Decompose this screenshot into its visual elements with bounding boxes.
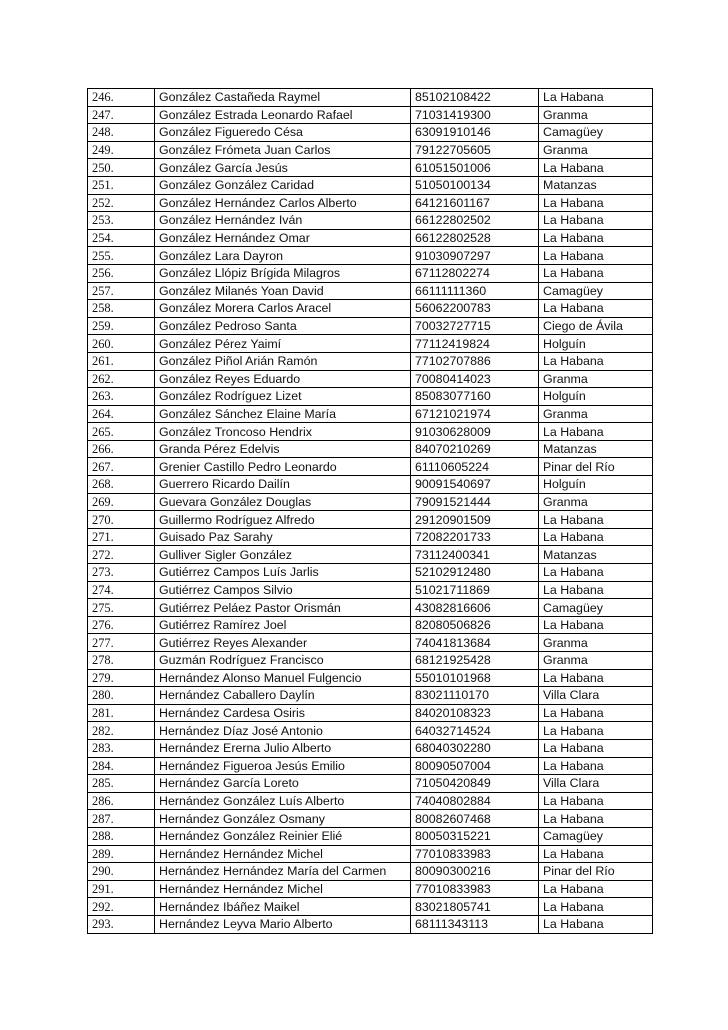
person-name-cell: Hernández Cardesa Osiris [155, 704, 411, 722]
table-row [88, 440, 653, 458]
row-number-cell: 272. [88, 546, 155, 564]
row-number-cell: 292. [88, 898, 155, 916]
table-row [88, 229, 653, 247]
id-number-cell: 77112419824 [411, 335, 539, 353]
id-number-cell: 70080414023 [411, 370, 539, 388]
row-number-cell: 254. [88, 229, 155, 247]
province-cell: Holguín [539, 335, 653, 353]
table-row [88, 458, 653, 476]
id-number-cell: 70032727715 [411, 317, 539, 335]
province-cell: La Habana [539, 915, 653, 933]
province-cell: Villa Clara [539, 775, 653, 793]
province-cell: Granma [539, 106, 653, 124]
person-name-cell: Hernández Figueroa Jesús Emilio [155, 757, 411, 775]
row-number-cell: 255. [88, 247, 155, 265]
person-name-cell: Grenier Castillo Pedro Leonardo [155, 458, 411, 476]
province-cell: La Habana [539, 845, 653, 863]
row-number-cell: 276. [88, 616, 155, 634]
province-cell: Camagüey [539, 599, 653, 617]
table-row [88, 176, 653, 194]
province-cell: La Habana [539, 159, 653, 177]
table-row [88, 564, 653, 582]
row-number-cell: 289. [88, 845, 155, 863]
province-cell: La Habana [539, 880, 653, 898]
id-number-cell: 80090300216 [411, 863, 539, 881]
row-number-cell: 271. [88, 528, 155, 546]
province-cell: La Habana [539, 898, 653, 916]
person-name-cell: González Reyes Eduardo [155, 370, 411, 388]
row-number-cell: 279. [88, 669, 155, 687]
province-cell: Matanzas [539, 440, 653, 458]
province-cell: Pinar del Río [539, 458, 653, 476]
person-name-cell: Hernández Caballero Daylín [155, 687, 411, 705]
person-name-cell: Guevara González Douglas [155, 493, 411, 511]
id-number-cell: 61110605224 [411, 458, 539, 476]
person-name-cell: González Llópiz Brígida Milagros [155, 264, 411, 282]
province-cell: Matanzas [539, 176, 653, 194]
person-name-cell: González Hernández Carlos Alberto [155, 194, 411, 212]
person-name-cell: Guisado Paz Sarahy [155, 528, 411, 546]
table-row [88, 89, 653, 107]
row-number-cell: 281. [88, 704, 155, 722]
table-row [88, 124, 653, 142]
row-number-cell: 290. [88, 863, 155, 881]
person-name-cell: González Pedroso Santa [155, 317, 411, 335]
table-row [88, 775, 653, 793]
row-number-cell: 248. [88, 124, 155, 142]
id-number-cell: 63091910146 [411, 124, 539, 142]
id-number-cell: 91030628009 [411, 423, 539, 441]
table-row [88, 194, 653, 212]
person-name-cell: Hernández González Osmany [155, 810, 411, 828]
table-row [88, 493, 653, 511]
person-name-cell: Gutiérrez Peláez Pastor Orismán [155, 599, 411, 617]
table-row [88, 528, 653, 546]
row-number-cell: 277. [88, 634, 155, 652]
person-name-cell: González Troncoso Hendrix [155, 423, 411, 441]
province-cell: La Habana [539, 669, 653, 687]
province-cell: Camagüey [539, 827, 653, 845]
row-number-cell: 261. [88, 352, 155, 370]
table-row [88, 827, 653, 845]
id-number-cell: 84070210269 [411, 440, 539, 458]
table-row [88, 704, 653, 722]
table-row [88, 300, 653, 318]
id-number-cell: 77010833983 [411, 845, 539, 863]
id-number-cell: 90091540697 [411, 476, 539, 494]
person-name-cell: González Milanés Yoan David [155, 282, 411, 300]
row-number-cell: 263. [88, 388, 155, 406]
province-cell: Matanzas [539, 546, 653, 564]
row-number-cell: 256. [88, 264, 155, 282]
person-name-cell: González Estrada Leonardo Rafael [155, 106, 411, 124]
person-name-cell: Hernández Hernández Michel [155, 880, 411, 898]
id-number-cell: 64121601167 [411, 194, 539, 212]
table-row [88, 722, 653, 740]
row-number-cell: 264. [88, 405, 155, 423]
table-row [88, 141, 653, 159]
person-name-cell: González Piñol Arián Ramón [155, 352, 411, 370]
province-cell: Granma [539, 405, 653, 423]
province-cell: Holguín [539, 388, 653, 406]
person-name-cell: González Morera Carlos Aracel [155, 300, 411, 318]
person-name-cell: Granda Pérez Edelvis [155, 440, 411, 458]
person-name-cell: Hernández Díaz José Antonio [155, 722, 411, 740]
person-name-cell: Hernández Alonso Manuel Fulgencio [155, 669, 411, 687]
province-cell: Granma [539, 370, 653, 388]
id-number-cell: 74041813684 [411, 634, 539, 652]
table-row [88, 616, 653, 634]
person-name-cell: Gulliver Sigler González [155, 546, 411, 564]
person-name-cell: Hernández Hernández Michel [155, 845, 411, 863]
table-row [88, 880, 653, 898]
province-cell: La Habana [539, 792, 653, 810]
table-row [88, 335, 653, 353]
province-cell: La Habana [539, 89, 653, 107]
province-cell: La Habana [539, 423, 653, 441]
id-number-cell: 71050420849 [411, 775, 539, 793]
person-name-cell: Gutiérrez Campos Luís Jarlis [155, 564, 411, 582]
row-number-cell: 285. [88, 775, 155, 793]
row-number-cell: 282. [88, 722, 155, 740]
table-row [88, 511, 653, 529]
row-number-cell: 291. [88, 880, 155, 898]
table-row [88, 669, 653, 687]
row-number-cell: 293. [88, 915, 155, 933]
table-row [88, 212, 653, 230]
row-number-cell: 274. [88, 581, 155, 599]
province-cell: Villa Clara [539, 687, 653, 705]
person-name-cell: González Pérez Yaimí [155, 335, 411, 353]
table-row [88, 863, 653, 881]
table-row [88, 264, 653, 282]
id-number-cell: 84020108323 [411, 704, 539, 722]
table-row [88, 915, 653, 933]
table-row [88, 388, 653, 406]
id-number-cell: 66122802528 [411, 229, 539, 247]
row-number-cell: 267. [88, 458, 155, 476]
person-name-cell: González Lara Dayron [155, 247, 411, 265]
table-row [88, 370, 653, 388]
row-number-cell: 287. [88, 810, 155, 828]
id-number-cell: 67121021974 [411, 405, 539, 423]
person-name-cell: Gutiérrez Campos Silvio [155, 581, 411, 599]
table-row [88, 739, 653, 757]
person-name-cell: Guerrero Ricardo Dailín [155, 476, 411, 494]
row-number-cell: 270. [88, 511, 155, 529]
province-cell: La Habana [539, 528, 653, 546]
id-number-cell: 80050315221 [411, 827, 539, 845]
row-number-cell: 260. [88, 335, 155, 353]
row-number-cell: 251. [88, 176, 155, 194]
table-row [88, 352, 653, 370]
row-number-cell: 288. [88, 827, 155, 845]
id-number-cell: 79122705605 [411, 141, 539, 159]
table-row [88, 810, 653, 828]
row-number-cell: 257. [88, 282, 155, 300]
id-number-cell: 67112802274 [411, 264, 539, 282]
person-name-cell: Gutiérrez Reyes Alexander [155, 634, 411, 652]
province-cell: La Habana [539, 739, 653, 757]
id-number-cell: 51050100134 [411, 176, 539, 194]
table-row [88, 599, 653, 617]
table-row [88, 476, 653, 494]
province-cell: La Habana [539, 247, 653, 265]
row-number-cell: 258. [88, 300, 155, 318]
table-row [88, 282, 653, 300]
province-cell: La Habana [539, 264, 653, 282]
person-name-cell: Hernández González Luís Alberto [155, 792, 411, 810]
person-name-cell: González González Caridad [155, 176, 411, 194]
province-cell: La Habana [539, 511, 653, 529]
id-number-cell: 85083077160 [411, 388, 539, 406]
province-cell: Camagüey [539, 282, 653, 300]
row-number-cell: 252. [88, 194, 155, 212]
table-row [88, 792, 653, 810]
province-cell: La Habana [539, 212, 653, 230]
person-name-cell: Guillermo Rodríguez Alfredo [155, 511, 411, 529]
id-number-cell: 77010833983 [411, 880, 539, 898]
id-number-cell: 56062200783 [411, 300, 539, 318]
person-name-cell: González Figueredo Césa [155, 124, 411, 142]
table-row [88, 634, 653, 652]
province-cell: La Habana [539, 194, 653, 212]
province-cell: Granma [539, 141, 653, 159]
row-number-cell: 286. [88, 792, 155, 810]
id-number-cell: 77102707886 [411, 352, 539, 370]
table-row [88, 652, 653, 670]
province-cell: Granma [539, 634, 653, 652]
person-name-cell: González García Jesús [155, 159, 411, 177]
row-number-cell: 284. [88, 757, 155, 775]
id-number-cell: 52102912480 [411, 564, 539, 582]
row-number-cell: 266. [88, 440, 155, 458]
table-row [88, 247, 653, 265]
person-name-cell: Gutiérrez Ramírez Joel [155, 616, 411, 634]
id-number-cell: 74040802884 [411, 792, 539, 810]
id-number-cell: 83021805741 [411, 898, 539, 916]
table-row [88, 423, 653, 441]
table-row [88, 405, 653, 423]
province-cell: Pinar del Río [539, 863, 653, 881]
id-number-cell: 55010101968 [411, 669, 539, 687]
row-number-cell: 259. [88, 317, 155, 335]
row-number-cell: 273. [88, 564, 155, 582]
id-number-cell: 29120901509 [411, 511, 539, 529]
province-cell: Granma [539, 493, 653, 511]
person-name-cell: González Hernández Omar [155, 229, 411, 247]
row-number-cell: 250. [88, 159, 155, 177]
row-number-cell: 265. [88, 423, 155, 441]
id-number-cell: 66111111360 [411, 282, 539, 300]
row-number-cell: 280. [88, 687, 155, 705]
id-number-cell: 68040302280 [411, 739, 539, 757]
province-cell: La Habana [539, 352, 653, 370]
id-number-cell: 80090507004 [411, 757, 539, 775]
table-row [88, 757, 653, 775]
id-number-cell: 82080506826 [411, 616, 539, 634]
id-number-cell: 71031419300 [411, 106, 539, 124]
row-number-cell: 268. [88, 476, 155, 494]
row-number-cell: 246. [88, 89, 155, 107]
province-cell: La Habana [539, 704, 653, 722]
person-name-cell: Hernández Ibáñez Maikel [155, 898, 411, 916]
id-number-cell: 68111343113 [411, 915, 539, 933]
province-cell: La Habana [539, 581, 653, 599]
row-number-cell: 262. [88, 370, 155, 388]
person-name-cell: Hernández González Reinier Elié [155, 827, 411, 845]
table-row [88, 898, 653, 916]
person-name-cell: Hernández García Loreto [155, 775, 411, 793]
province-cell: La Habana [539, 300, 653, 318]
person-name-cell: González Sánchez Elaine María [155, 405, 411, 423]
province-cell: La Habana [539, 564, 653, 582]
person-name-cell: González Hernández Iván [155, 212, 411, 230]
id-number-cell: 66122802502 [411, 212, 539, 230]
table-row [88, 546, 653, 564]
id-number-cell: 61051501006 [411, 159, 539, 177]
row-number-cell: 253. [88, 212, 155, 230]
id-number-cell: 79091521444 [411, 493, 539, 511]
id-number-cell: 51021711869 [411, 581, 539, 599]
person-name-cell: Guzmán Rodríguez Francisco [155, 652, 411, 670]
person-name-cell: Hernández Ererna Julio Alberto [155, 739, 411, 757]
province-cell: La Habana [539, 229, 653, 247]
province-cell: Holguín [539, 476, 653, 494]
id-number-cell: 91030907297 [411, 247, 539, 265]
table-row [88, 687, 653, 705]
person-name-cell: González Rodríguez Lizet [155, 388, 411, 406]
row-number-cell: 247. [88, 106, 155, 124]
id-number-cell: 80082607468 [411, 810, 539, 828]
id-number-cell: 73112400341 [411, 546, 539, 564]
table-row [88, 317, 653, 335]
id-number-cell: 64032714524 [411, 722, 539, 740]
person-name-cell: Hernández Leyva Mario Alberto [155, 915, 411, 933]
id-number-cell: 43082816606 [411, 599, 539, 617]
province-cell: La Habana [539, 616, 653, 634]
table-row [88, 159, 653, 177]
province-cell: Ciego de Ávila [539, 317, 653, 335]
person-name-cell: González Frómeta Juan Carlos [155, 141, 411, 159]
person-name-cell: Hernández Hernández María del Carmen [155, 863, 411, 881]
id-number-cell: 85102108422 [411, 89, 539, 107]
province-cell: La Habana [539, 722, 653, 740]
row-number-cell: 283. [88, 739, 155, 757]
table-row [88, 106, 653, 124]
id-number-cell: 68121925428 [411, 652, 539, 670]
province-cell: La Habana [539, 810, 653, 828]
registry-table [87, 88, 653, 934]
id-number-cell: 83021110170 [411, 687, 539, 705]
province-cell: La Habana [539, 757, 653, 775]
row-number-cell: 275. [88, 599, 155, 617]
row-number-cell: 249. [88, 141, 155, 159]
province-cell: Granma [539, 652, 653, 670]
registry-table-body [88, 89, 653, 934]
table-row [88, 845, 653, 863]
person-name-cell: González Castañeda Raymel [155, 89, 411, 107]
row-number-cell: 269. [88, 493, 155, 511]
row-number-cell: 278. [88, 652, 155, 670]
table-row [88, 581, 653, 599]
id-number-cell: 72082201733 [411, 528, 539, 546]
province-cell: Camagüey [539, 124, 653, 142]
